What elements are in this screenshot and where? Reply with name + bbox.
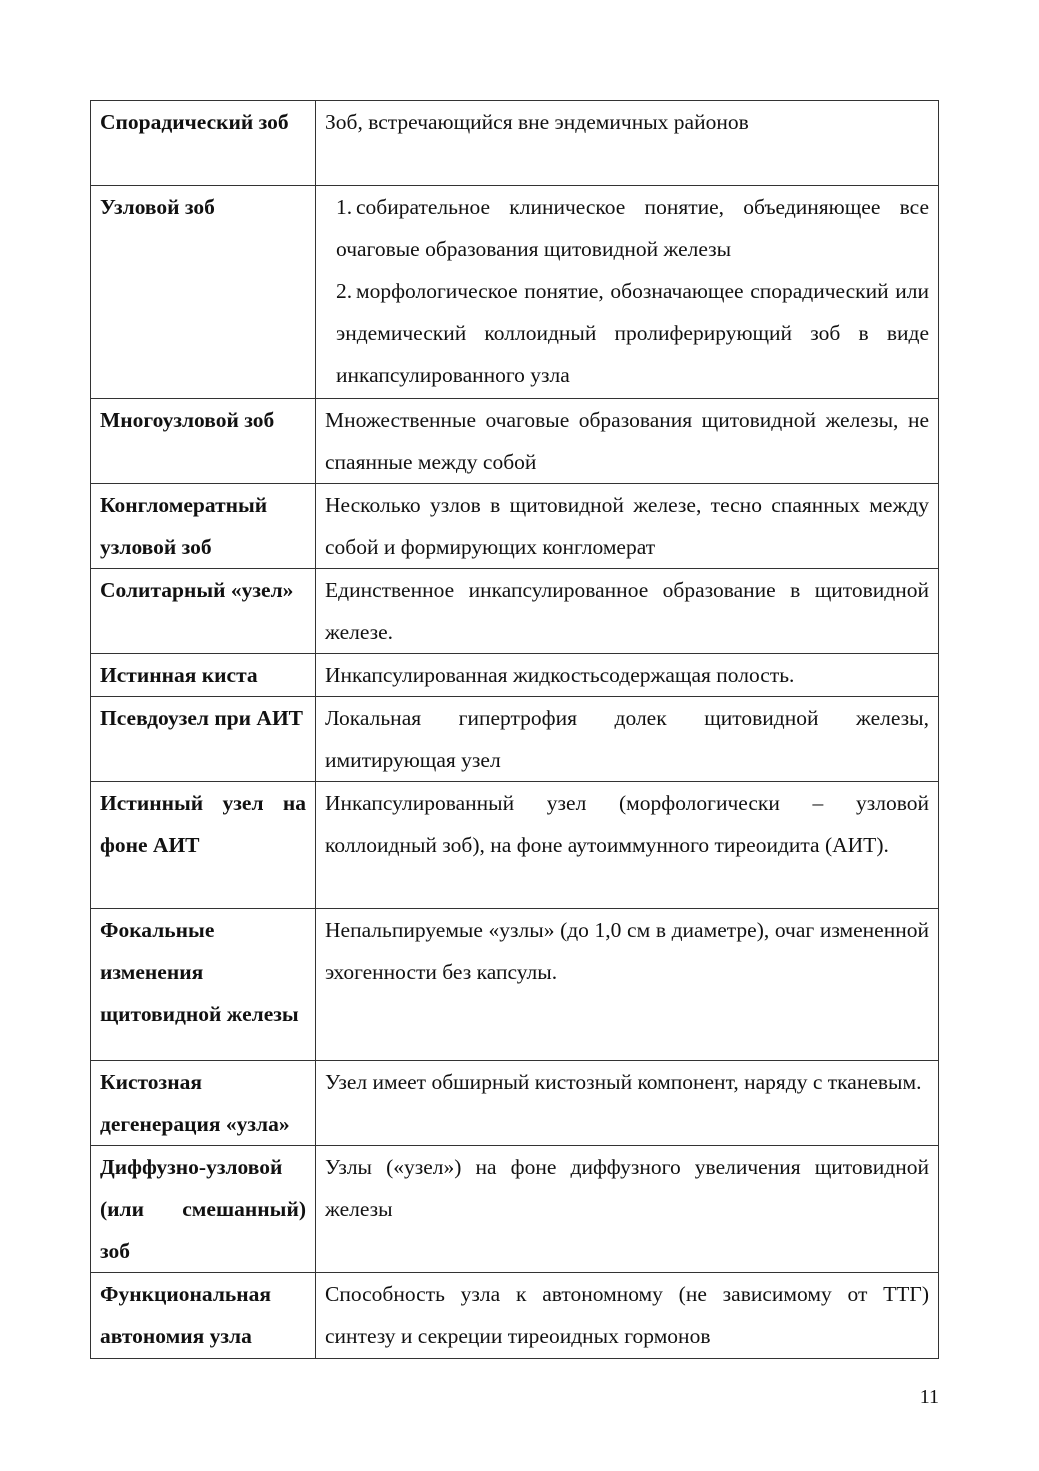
list-number: 2. [336,279,353,303]
definition-cell: Инкапсулированный узел (морфологически – узловой коллоидный зоб), на фоне аутоиммунного тиреоидита (АИТ). [316,782,939,909]
term-cell: Функциональная автономия узла [91,1273,316,1359]
term-cell: Истинная киста [91,654,316,697]
definition-cell: Локальная гипертрофия долек щитовидной железы, имитирующая узел [316,697,939,782]
term-cell: Спорадический зоб [91,101,316,186]
term-cell: Узловой зоб [91,186,316,399]
definition-cell: Узел имеет обширный кистозный компонент, наряду с тканевым. [316,1061,939,1146]
definition-cell: Инкапсулированная жидкостьсодержащая полость. [316,654,939,697]
definition-cell [316,186,939,399]
definitions-table [90,100,939,1359]
definition-cell: Единственное инкапсулированное образование в щитовидной железе. [316,569,939,654]
list-number: 1. [336,195,353,219]
definition-cell: Узлы («узел») на фоне диффузного увеличения щитовидной железы [316,1146,939,1273]
table-row [91,1146,939,1273]
table-row [91,101,939,186]
page-number: 11 [919,1386,939,1408]
definition-cell: Способность узла к автономному (не зависимому от ТТГ) синтезу и секреции тиреоидных гормонов [316,1273,939,1359]
table-row [91,1273,939,1359]
term-cell: Псевдоузел при АИТ [91,697,316,782]
table-row [91,186,939,399]
table-row [91,697,939,782]
term-cell: Истинный узел на фоне АИТ [91,782,316,909]
table-row [91,399,939,484]
list-item [336,270,929,396]
definition-cell: Зоб, встречающийся вне эндемичных районов [316,101,939,186]
definition-cell: Множественные очаговые образования щитовидной железы, не спаянные между собой [316,399,939,484]
table-row [91,654,939,697]
definition-cell: Несколько узлов в щитовидной железе, тесно спаянных между собой и формирующих конгломерат [316,484,939,569]
term-cell: Многоузловой зоб [91,399,316,484]
list-item-text: морфологическое понятие, обозначающее спорадический или эндемический коллоидный пролиферирующий зоб в виде инкапсулированного узла [336,279,929,387]
table-row [91,909,939,1061]
list-item-text: собирательное клиническое понятие, объединяющее все очаговые образования щитовидной железы [336,195,929,261]
table-row [91,782,939,909]
table-row [91,569,939,654]
table-row [91,1061,939,1146]
term-cell: Конгломератный узловой зоб [91,484,316,569]
term-cell: Фокальные изменения щитовидной железы [91,909,316,1061]
term-cell: Диффузно-узловой (или смешанный) зоб [91,1146,316,1273]
term-cell: Кистозная дегенерация «узла» [91,1061,316,1146]
list-item [336,186,929,270]
definition-list [325,186,929,396]
table-row [91,484,939,569]
definition-cell: Непальпируемые «узлы» (до 1,0 см в диаметре), очаг измененной эхогенности без капсулы. [316,909,939,1061]
term-cell: Солитарный «узел» [91,569,316,654]
